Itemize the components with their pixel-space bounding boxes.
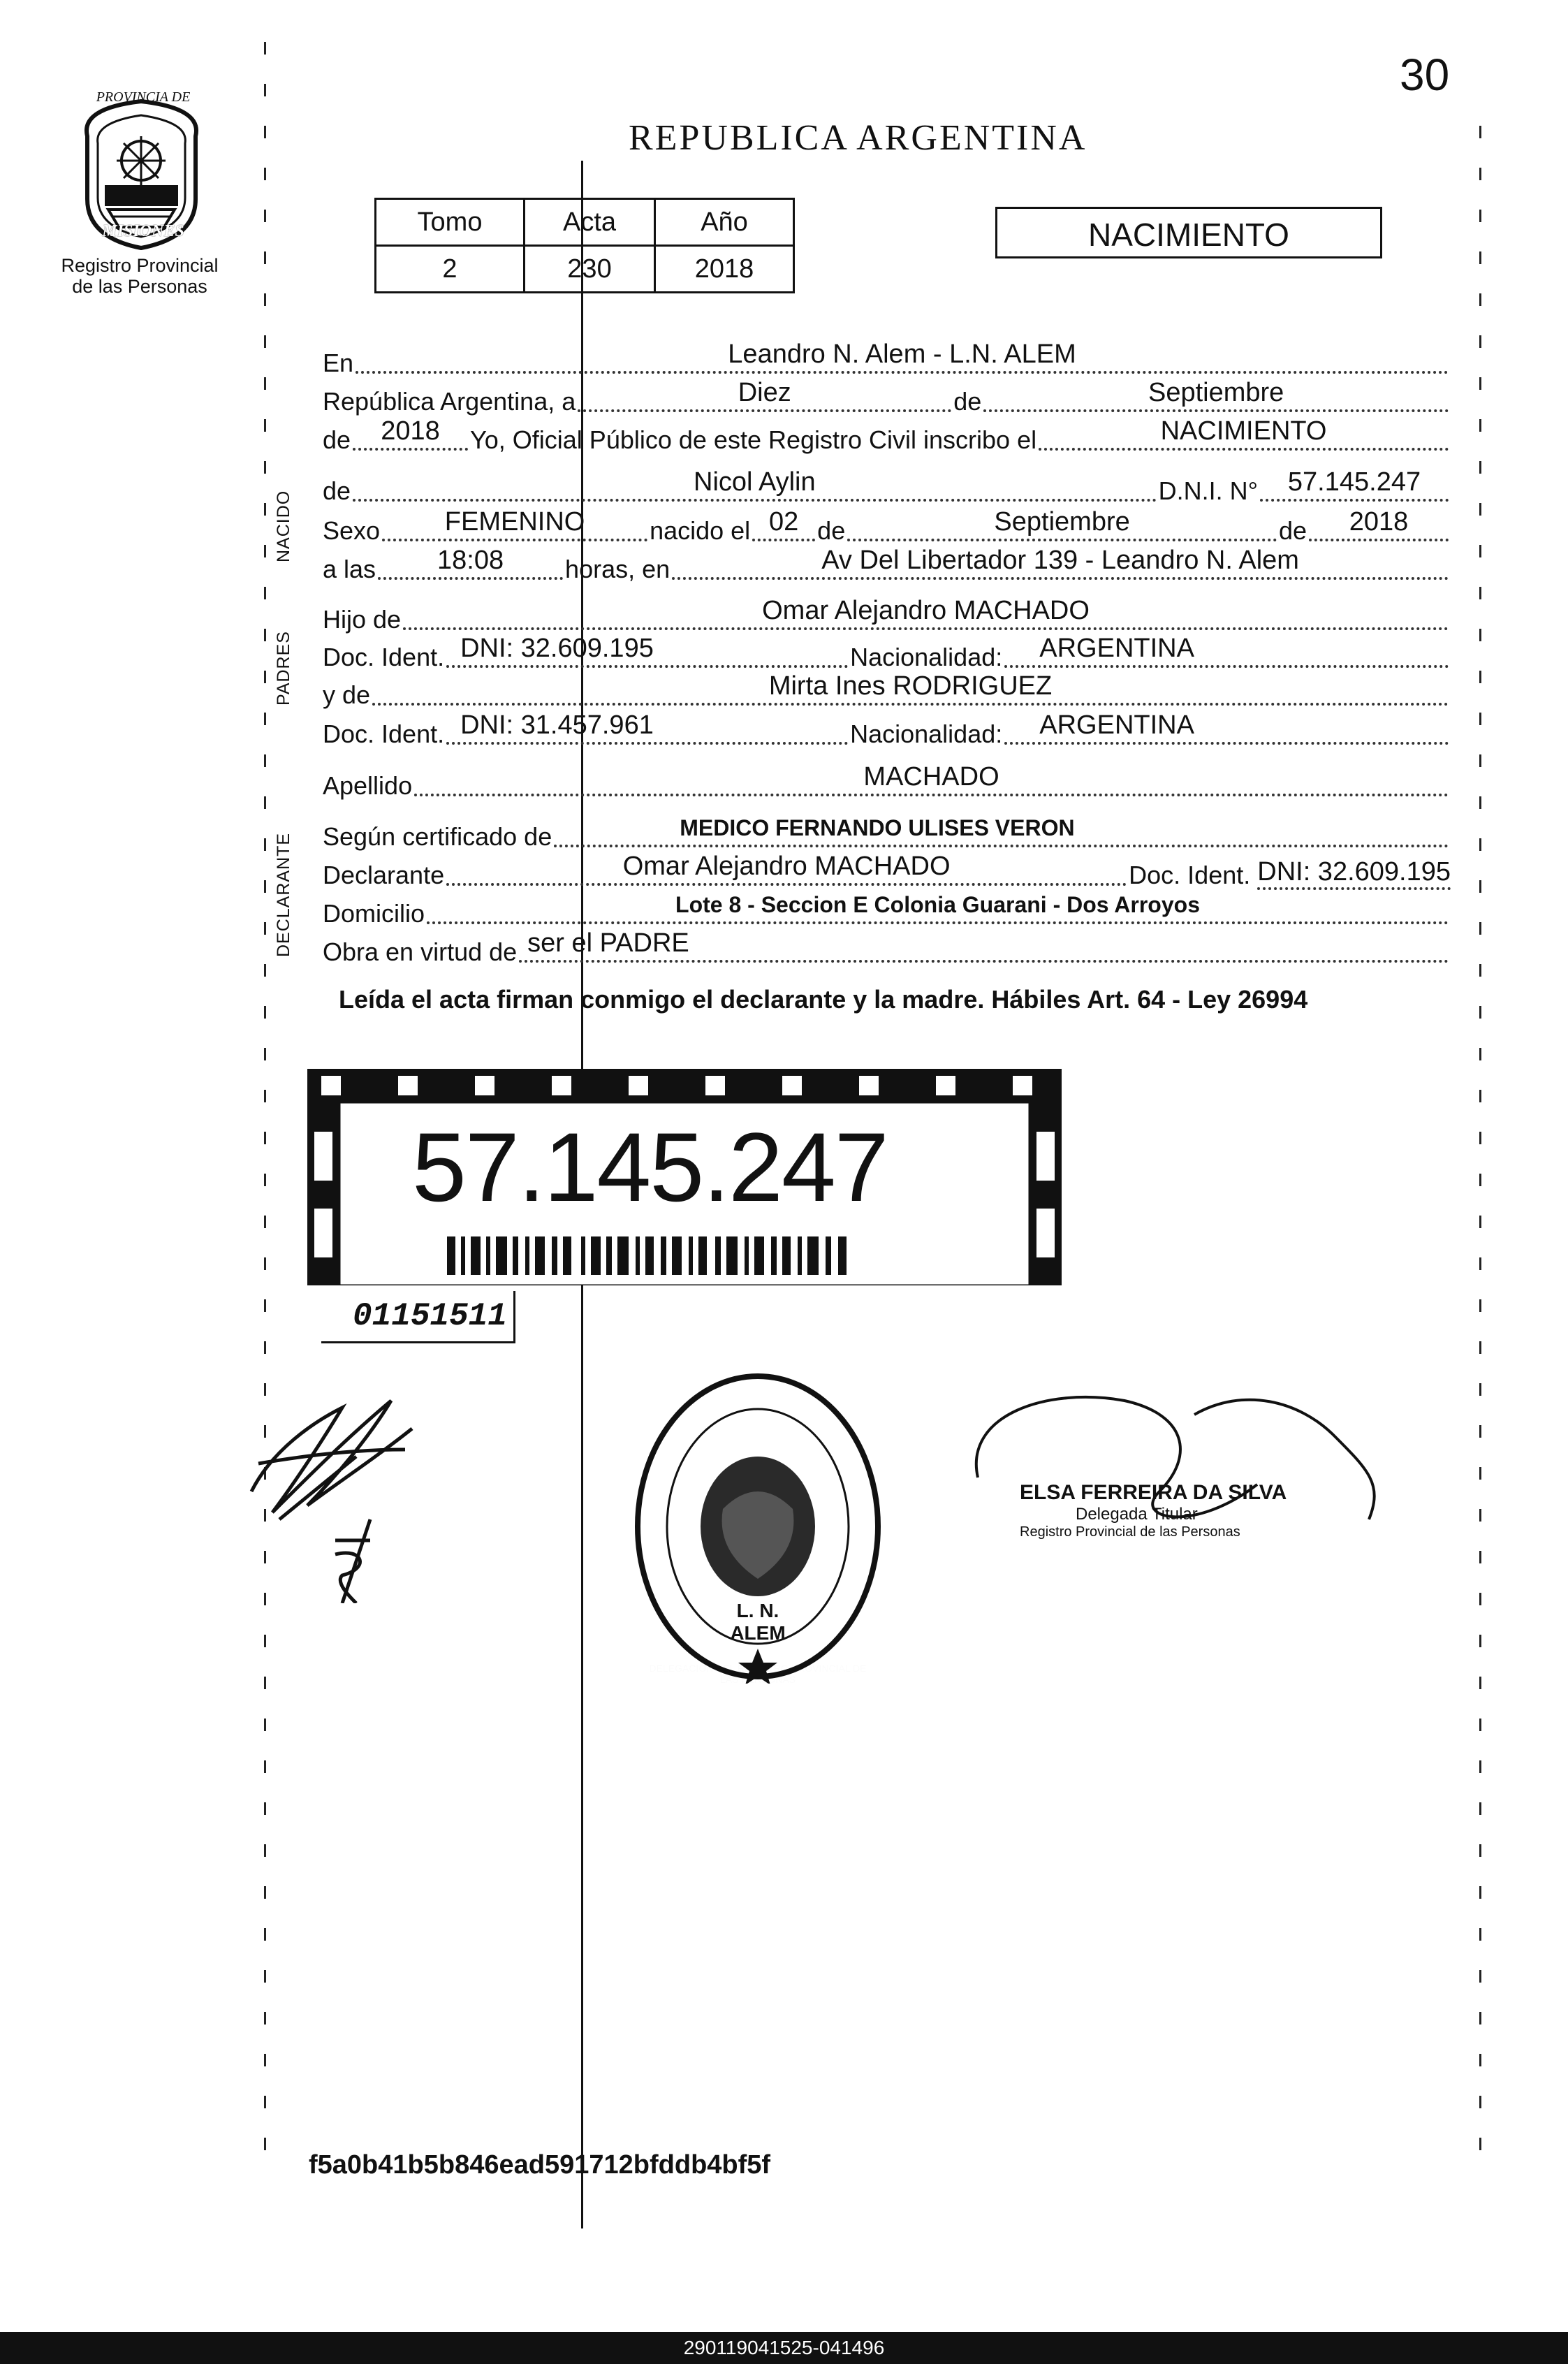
line-nacido-mes [847, 507, 1277, 541]
label-doc-padre: Doc. Ident. [323, 643, 445, 671]
header-tomo: Tomo [376, 199, 525, 246]
row-domicilio [323, 889, 1451, 928]
side-label-declarante: DECLARANTE [274, 832, 293, 957]
label-hijo-de: Hijo de [323, 605, 402, 634]
row-nombre [323, 467, 1451, 506]
row-apellido [323, 761, 1451, 801]
line-dni [1260, 467, 1449, 502]
value-doc-padre: DNI: 32.609.195 [460, 634, 654, 663]
label-certificado: Según certificado de [323, 822, 552, 851]
line-padre [403, 596, 1449, 630]
official-role: Delegada Titular [1076, 1505, 1198, 1524]
value-mes: Septiembre [1148, 378, 1284, 407]
value-madre: Mirta Ines RODRIGUEZ [768, 671, 1053, 701]
declarant-signature-icon [230, 1380, 454, 1603]
label-republica: República Argentina, a [323, 387, 576, 416]
value-anio-inscripcion: 2018 [381, 416, 440, 446]
official-signature-text [1020, 1481, 1383, 1540]
official-org: Registro Provincial de las Personas [1020, 1524, 1240, 1540]
dni-stamp-number: 57.145.247 [412, 1112, 888, 1222]
line-en [356, 340, 1449, 374]
registry-line-2: de las Personas [72, 276, 207, 297]
row-madre-doc [323, 710, 1451, 749]
value-nombre: Nicol Aylin [694, 467, 816, 497]
dni-stamp [307, 1069, 1062, 1285]
act-type-box: NACIMIENTO [995, 207, 1382, 258]
value-acta: 230 [525, 246, 655, 293]
label-obra: Obra en virtud de [323, 937, 518, 966]
registry-line-1: Registro Provincial [61, 255, 219, 276]
value-tomo: 2 [376, 246, 525, 293]
label-de-nombre: de [323, 476, 351, 505]
serial-stamp [321, 1291, 515, 1343]
value-anio: 2018 [655, 246, 794, 293]
line-doc-padre [446, 634, 848, 668]
line-madre [372, 671, 1449, 706]
line-mes [983, 378, 1449, 412]
label-sexo: Sexo [323, 516, 381, 545]
line-anio [353, 416, 468, 451]
line-nac-madre [1004, 710, 1449, 745]
scan-edge-left [264, 42, 266, 2180]
value-sexo: FEMENINO [444, 507, 585, 537]
official-seal [632, 1369, 884, 1684]
seal-ring-text [639, 1663, 877, 1685]
emblem-label-top: PROVINCIA DE [96, 89, 191, 105]
line-nac-padre [1004, 634, 1449, 668]
row-hora [323, 545, 1451, 584]
value-certificado: MEDICO FERNANDO ULISES VERON [680, 815, 1075, 840]
label-yo: Yo, Oficial Público de este Registro Civil inscribo el [470, 425, 1037, 454]
line-nacido-anio [1309, 507, 1449, 541]
value-en: Leandro N. Alem - L.N. ALEM [728, 340, 1076, 369]
seal-center-text: L. N. ALEM [730, 1600, 786, 1644]
header-acta: Acta [525, 199, 655, 246]
label-declarante-doc: Doc. Ident. [1129, 861, 1251, 889]
value-padre: Omar Alejandro MACHADO [762, 596, 1090, 625]
row-padre-doc [323, 633, 1451, 672]
label-horas-en: horas, en [565, 555, 671, 583]
row-sexo [323, 506, 1451, 546]
line-certificado [554, 815, 1449, 847]
footer-code-bar: 290119041525-041496 [0, 2332, 1568, 2364]
label-de-mes: de [953, 387, 982, 416]
row-fecha [323, 377, 1451, 416]
line-lugar [672, 546, 1449, 580]
row-padre [323, 595, 1451, 634]
line-dia [578, 378, 951, 412]
value-dia: Diez [738, 378, 791, 407]
document-hash: f5a0b41b5b846ead591712bfddb4bf5f [309, 2150, 771, 2180]
acta-table-header [376, 199, 794, 246]
label-de-anio: de [323, 425, 351, 454]
line-inscribo [1039, 416, 1449, 451]
label-dni: D.N.I. N° [1158, 476, 1258, 505]
side-label-nacido: NACIDO [274, 490, 293, 562]
row-inscribo [323, 416, 1451, 455]
closing-note: Leída el acta firman conmigo el declarante y la madre. Hábiles Art. 64 - Ley 26994 [339, 985, 1308, 1014]
official-name: ELSA FERREIRA DA SILVA [1020, 1481, 1287, 1504]
value-doc-madre: DNI: 31.457.961 [460, 710, 654, 740]
value-inscribo: NACIMIENTO [1160, 416, 1327, 446]
row-en [323, 339, 1451, 378]
acta-table-values [376, 246, 794, 293]
value-lugar: Av Del Libertador 139 - Leandro N. Alem [821, 546, 1299, 575]
page-number: 30 [1400, 50, 1450, 100]
value-apellido: MACHADO [863, 762, 999, 791]
label-alas: a las [323, 555, 376, 583]
label-nacido: nacido el [650, 516, 751, 545]
document-title: REPUBLICA ARGENTINA [629, 118, 1087, 158]
scan-edge-right [1479, 126, 1481, 2152]
row-declarante [323, 851, 1451, 890]
value-domicilio: Lote 8 - Seccion E Colonia Guarani - Dos Arroyos [675, 892, 1200, 917]
line-nacido-dia [752, 507, 815, 541]
value-hora: 18:08 [437, 546, 504, 575]
row-madre [323, 671, 1451, 710]
registry-name [42, 255, 237, 297]
line-doc-madre [446, 710, 848, 745]
value-declarante: Omar Alejandro MACHADO [622, 852, 951, 881]
label-y-de: y de [323, 680, 371, 709]
label-en: En [323, 349, 354, 377]
value-nacido-anio: 2018 [1349, 507, 1409, 537]
label-de-nacido-anio: de [1278, 516, 1307, 545]
label-apellido: Apellido [323, 771, 413, 800]
value-nacido-dia: 02 [769, 507, 799, 537]
line-domicilio [427, 892, 1449, 924]
line-obra [519, 928, 1449, 963]
line-sexo [382, 507, 647, 541]
side-label-padres: PADRES [274, 631, 293, 706]
value-nac-madre: ARGENTINA [1039, 710, 1194, 740]
label-de-nacido-mes: de [817, 516, 846, 545]
label-nac-madre: Nacionalidad: [850, 720, 1003, 748]
value-nac-padre: ARGENTINA [1039, 634, 1194, 663]
header-anio: Año [655, 199, 794, 246]
label-doc-madre: Doc. Ident. [323, 720, 445, 748]
value-obra: ser el PADRE [527, 928, 689, 958]
row-certificado [323, 812, 1451, 852]
value-dni: 57.145.247 [1287, 467, 1421, 497]
label-declarante: Declarante [323, 861, 445, 889]
acta-table [374, 198, 795, 293]
serial-stamp-number: 01151511 [353, 1298, 507, 1334]
value-declarante-doc: DNI: 32.609.195 [1257, 857, 1451, 890]
row-obra [323, 928, 1451, 967]
value-nacido-mes: Septiembre [994, 507, 1130, 537]
label-nac-padre: Nacionalidad: [850, 643, 1003, 671]
label-domicilio: Domicilio [323, 899, 425, 928]
line-nombre [353, 467, 1157, 502]
line-declarante [446, 852, 1127, 886]
official-signature-icon [964, 1373, 1425, 1582]
emblem-label-bottom: MISIONES [102, 222, 184, 240]
line-hora [378, 546, 563, 580]
line-apellido [414, 762, 1449, 796]
